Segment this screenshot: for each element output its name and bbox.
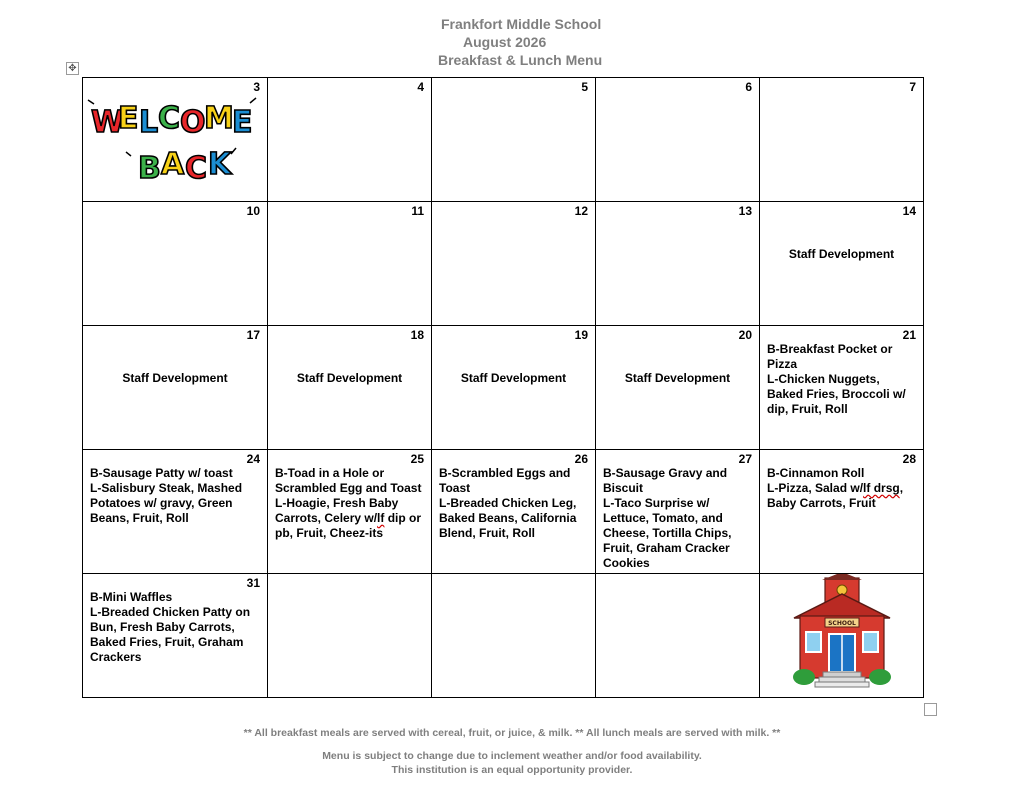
svg-text:A: A <box>161 147 185 182</box>
meal-entry <box>603 466 754 571</box>
menu-header <box>0 16 1024 72</box>
svg-text:M: M <box>204 101 234 136</box>
day-number: 6 <box>745 80 752 94</box>
calendar-week-3 <box>83 326 924 450</box>
staff-development-note: Staff Development <box>296 371 403 385</box>
day-number: 11 <box>411 204 424 218</box>
svg-text:K: K <box>208 147 232 182</box>
meal-entry <box>767 342 918 417</box>
svg-text:E: E <box>118 101 139 136</box>
calendar-week-4 <box>83 450 924 574</box>
meal-entry <box>275 466 426 541</box>
staff-development-note: Staff Development <box>624 371 731 385</box>
table-resize-handle[interactable] <box>924 703 937 716</box>
day-cell[interactable] <box>83 574 268 698</box>
day-cell[interactable] <box>268 78 432 202</box>
day-cell[interactable] <box>760 574 924 698</box>
calendar-week-1 <box>83 78 924 202</box>
meal-entry <box>439 466 590 541</box>
day-cell[interactable] <box>432 78 596 202</box>
meal-entry <box>767 466 918 511</box>
day-number: 31 <box>246 576 260 590</box>
day-cell[interactable] <box>432 574 596 698</box>
day-cell[interactable] <box>83 326 268 450</box>
day-cell[interactable] <box>596 574 760 698</box>
staff-development-note: Staff Development <box>122 371 228 385</box>
staff-development-note: Staff Development <box>460 371 567 385</box>
day-number: 10 <box>246 204 260 218</box>
day-number: 20 <box>738 328 752 342</box>
day-cell[interactable] <box>83 450 268 574</box>
day-number: 28 <box>902 452 916 466</box>
day-cell[interactable] <box>268 574 432 698</box>
day-cell[interactable] <box>432 450 596 574</box>
meal-entry <box>90 466 262 526</box>
staff-development-note: Staff Development <box>788 247 895 261</box>
breakfast-item: B-Sausage Gravy and Biscuit <box>603 466 728 495</box>
lunch-item: L-Salisbury Steak, Mashed Potatoes w/ gravy, Green Beans, Fruit, Roll <box>90 481 243 525</box>
breakfast-item: B-Toad in a Hole or Scrambled Egg and Toast <box>275 466 422 495</box>
svg-text:W: W <box>91 105 125 140</box>
meal-entry <box>90 590 262 665</box>
lunch-item: L-Taco Surprise w/ Lettuce, Tomato, and Cheese, Tortilla Chips, Fruit, Graham Cracker Cookies <box>603 496 732 570</box>
calendar-week-5 <box>83 574 924 698</box>
breakfast-item: B-Breakfast Pocket or Pizza <box>767 342 893 371</box>
lunch-text: dip or pb, Fruit, Cheez-its <box>275 511 422 540</box>
day-number: 21 <box>902 328 916 342</box>
day-cell[interactable] <box>268 326 432 450</box>
day-cell[interactable] <box>83 202 268 326</box>
day-number: 18 <box>410 328 424 342</box>
day-number: 25 <box>410 452 424 466</box>
school-name: Frankfort Middle School <box>441 16 602 32</box>
svg-text:L: L <box>139 105 159 140</box>
day-cell[interactable] <box>760 450 924 574</box>
spellcheck-flagged-word[interactable]: lf <box>377 511 385 525</box>
schoolhouse-clipart-icon <box>792 574 892 696</box>
lunch-text: L-Hoagie, Fresh Baby Carrots, Celery w/ <box>275 496 399 525</box>
day-cell[interactable] <box>596 78 760 202</box>
day-cell[interactable] <box>596 450 760 574</box>
day-number: 27 <box>738 452 752 466</box>
day-number: 7 <box>909 80 916 94</box>
svg-text:E: E <box>232 105 253 140</box>
day-cell[interactable] <box>268 202 432 326</box>
day-cell[interactable] <box>760 78 924 202</box>
svg-text:B: B <box>138 151 161 186</box>
day-number: 12 <box>574 204 588 218</box>
lunch-text: , Baby Carrots, Fruit <box>767 481 904 510</box>
lunch-item: L-Breaded Chicken Leg, Baked Beans, California Blend, Fruit, Roll <box>439 496 577 540</box>
day-cell[interactable] <box>760 202 924 326</box>
day-number: 14 <box>902 204 916 218</box>
breakfast-item: B-Mini Waffles <box>90 590 173 604</box>
svg-text:C: C <box>158 101 181 136</box>
day-number: 26 <box>574 452 588 466</box>
day-cell[interactable] <box>432 202 596 326</box>
svg-text:C: C <box>185 151 208 186</box>
lunch-item: L-Breaded Chicken Patty on Bun, Fresh Baby Carrots, Baked Fries, Fruit, Graham Crackers <box>90 605 251 664</box>
menu-subtitle: Breakfast & Lunch Menu <box>438 52 603 68</box>
day-number: 19 <box>574 328 588 342</box>
breakfast-item: B-Scrambled Eggs and Toast <box>439 466 571 495</box>
lunch-item <box>767 481 918 511</box>
lunch-item <box>275 496 426 541</box>
spellcheck-flagged-word[interactable]: lf drsg <box>863 481 900 495</box>
menu-month: August 2026 <box>463 34 547 50</box>
day-number: 5 <box>581 80 588 94</box>
day-number: 3 <box>253 80 260 94</box>
breakfast-item: B-Sausage Patty w/ toast <box>90 466 233 480</box>
footer-milk-note: ** All breakfast meals are served with cereal, fruit, or juice, & milk. ** All lunch meals are served with milk. ** <box>243 727 781 739</box>
menu-calendar-table <box>82 77 924 698</box>
day-cell[interactable] <box>268 450 432 574</box>
day-number: 4 <box>417 80 424 94</box>
day-number: 24 <box>246 452 260 466</box>
svg-text:O: O <box>180 105 206 140</box>
table-move-handle-icon[interactable]: ✥ <box>66 62 79 75</box>
day-cell[interactable] <box>760 326 924 450</box>
school-sign-text: SCHOOL <box>828 620 856 627</box>
day-cell[interactable] <box>596 326 760 450</box>
day-cell[interactable] <box>83 78 268 202</box>
footer-equal-opportunity: This institution is an equal opportunity provider. <box>391 764 633 776</box>
lunch-text: L-Pizza, Salad w/ <box>767 481 864 495</box>
day-cell[interactable] <box>432 326 596 450</box>
day-number: 13 <box>738 204 752 218</box>
welcome-back-clipart-icon <box>86 92 266 192</box>
day-number: 17 <box>246 328 260 342</box>
breakfast-item: B-Cinnamon Roll <box>767 466 865 480</box>
day-cell[interactable] <box>596 202 760 326</box>
footer-change-note: Menu is subject to change due to inclement weather and/or food availability. <box>322 750 702 762</box>
lunch-item: L-Chicken Nuggets, Baked Fries, Broccoli w/ dip, Fruit, Roll <box>767 372 906 416</box>
calendar-week-2 <box>83 202 924 326</box>
